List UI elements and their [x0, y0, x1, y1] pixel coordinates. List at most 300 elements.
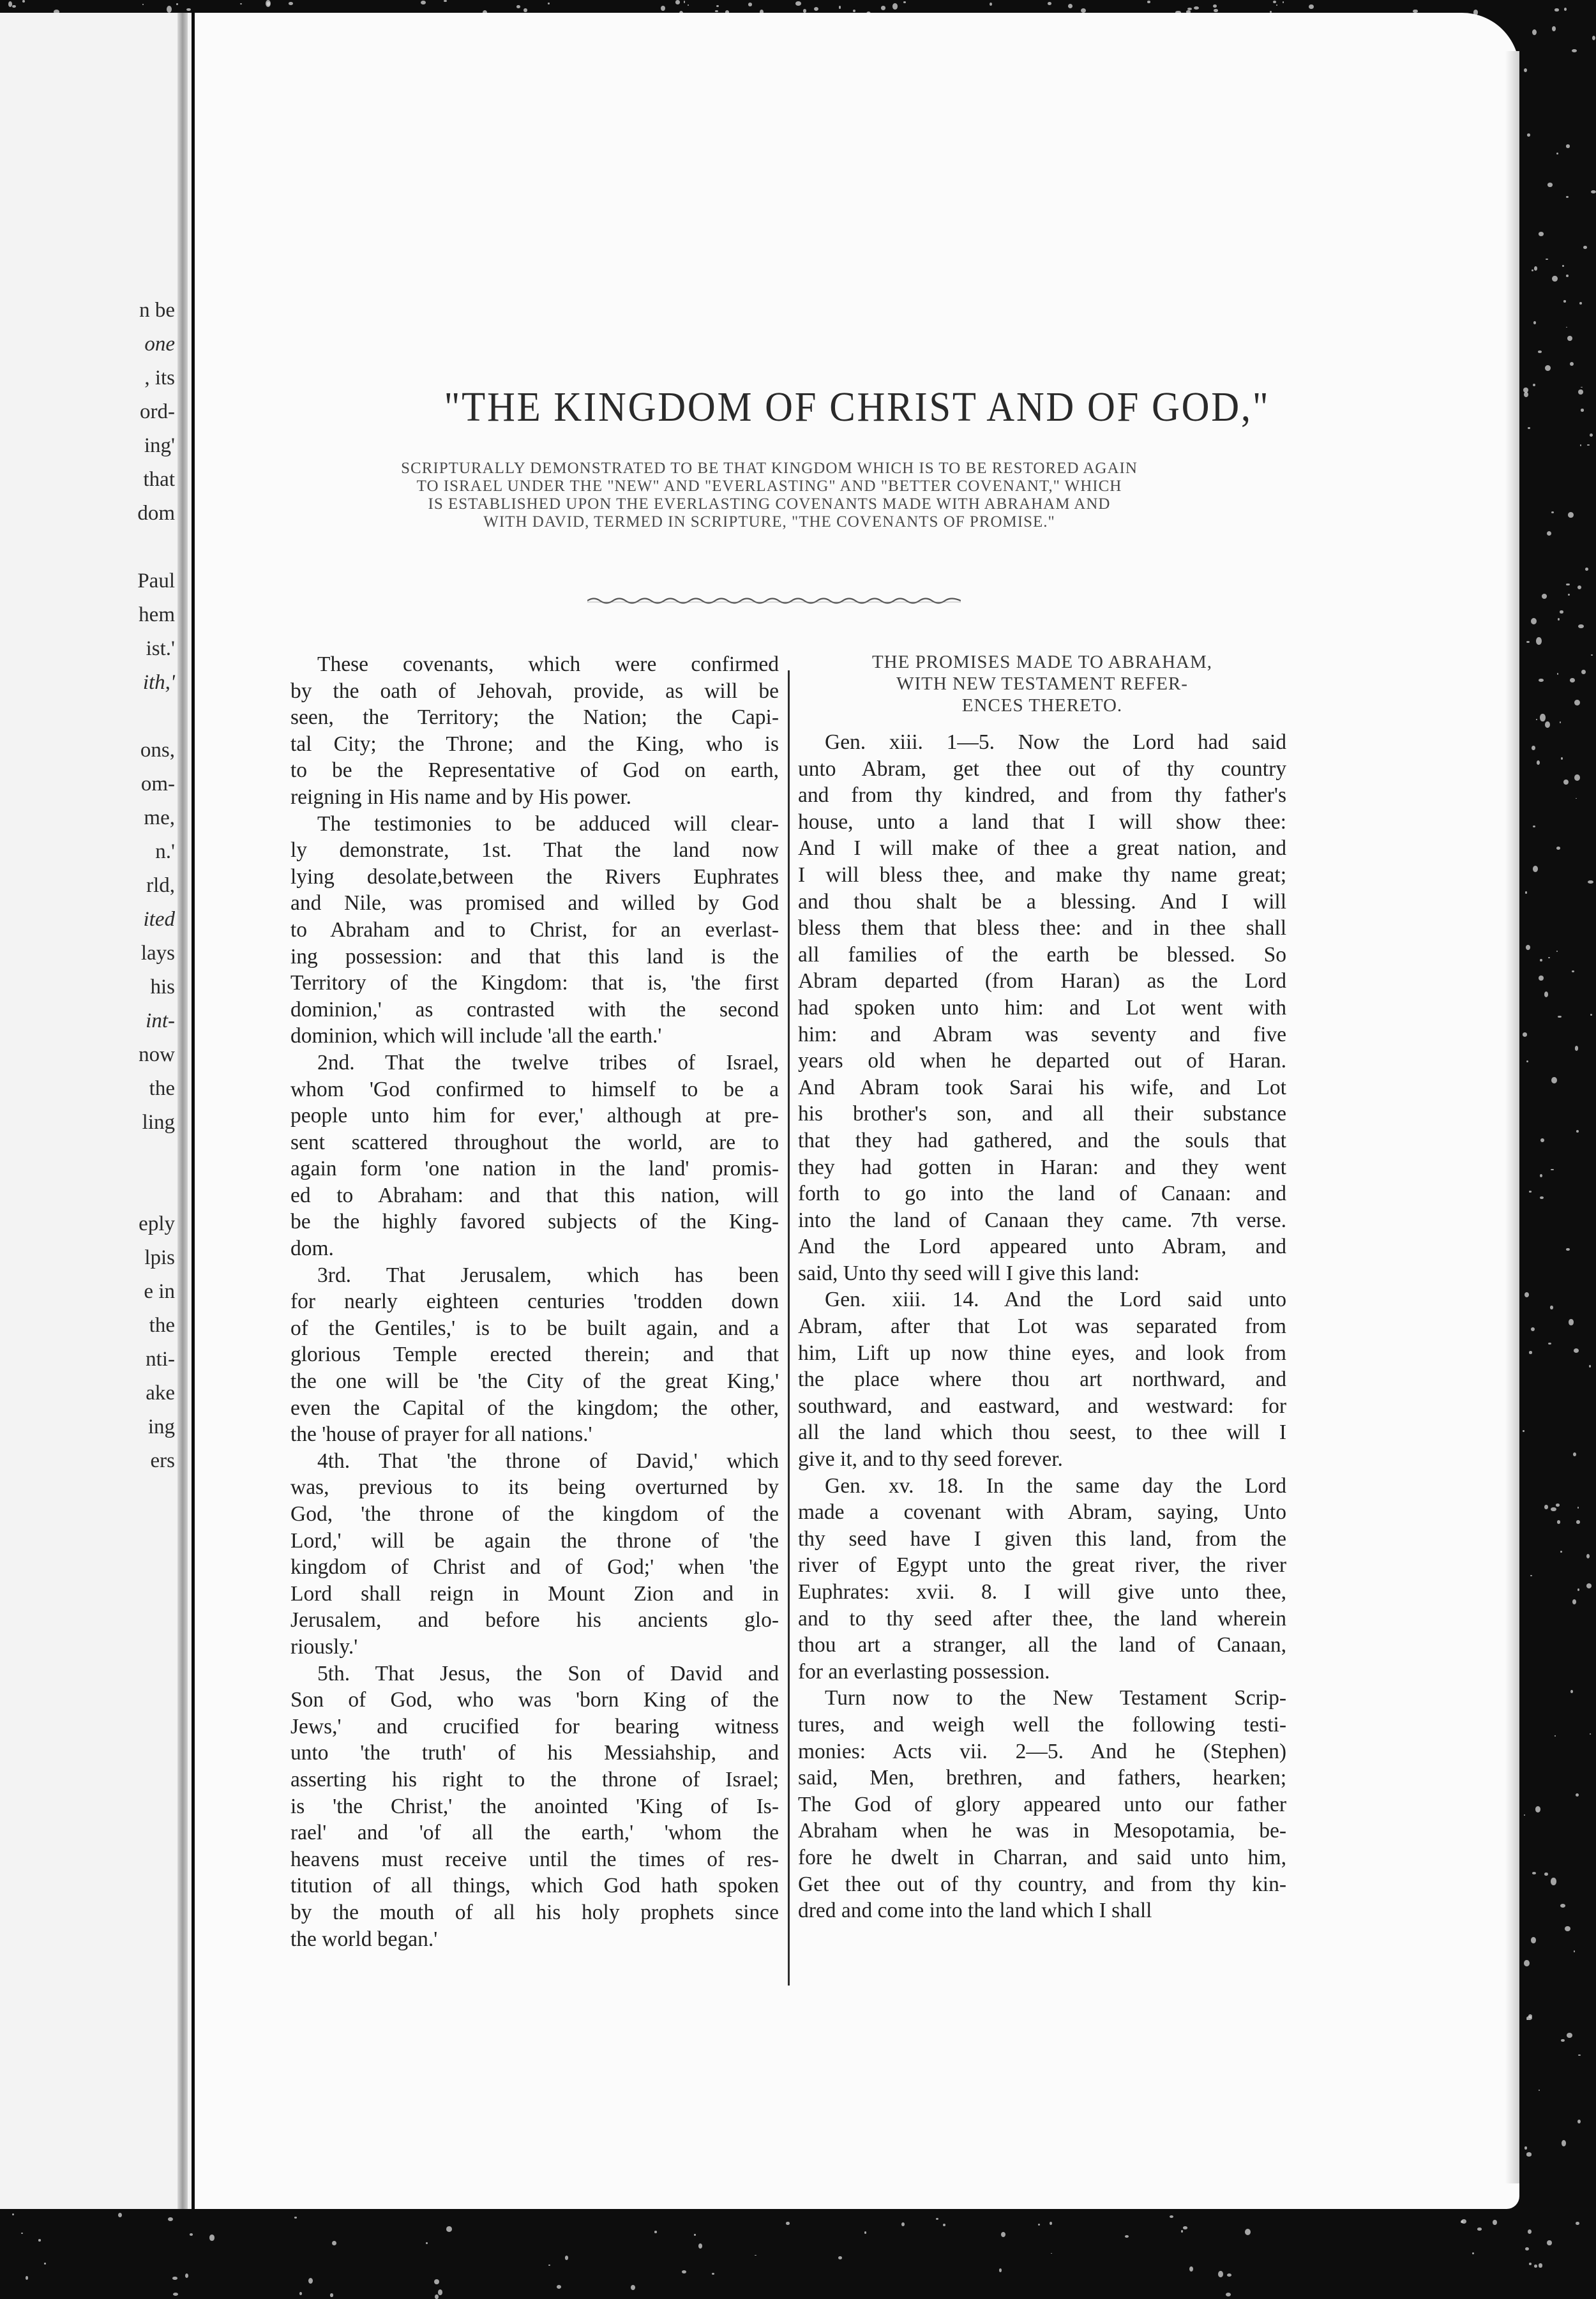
text-line: and thou shalt be a blessing. And I will	[798, 889, 1286, 914]
subtitle-line: IS ESTABLISHED UPON THE EVERLASTING COVENANTS MADE WITH ABRAHAM AND	[428, 495, 1111, 513]
dust-speck	[990, 3, 992, 6]
dust-speck	[1533, 825, 1535, 827]
dust-speck	[1531, 1937, 1536, 1943]
dust-speck	[999, 2268, 1002, 2272]
dust-speck	[943, 2224, 945, 2226]
dust-speck	[1273, 1, 1276, 3]
dust-speck	[1532, 746, 1535, 750]
dust-speck	[1538, 351, 1542, 352]
fragment-line: that	[143, 468, 175, 491]
dust-speck	[1214, 9, 1218, 12]
column-divider	[788, 670, 790, 1986]
fragment-line: ing'	[144, 434, 175, 457]
dust-speck	[516, 5, 520, 8]
dust-speck	[786, 2222, 789, 2225]
text-line: fore he dwelt in Charran, and said unto him,	[798, 1845, 1286, 1869]
text-line: Lord,' will be again the throne of 'the	[290, 1528, 779, 1553]
dust-speck	[1590, 1014, 1592, 1016]
text-line: monies: Acts vii. 2—5. And he (Stephen)	[798, 1739, 1286, 1763]
dust-speck	[1572, 49, 1577, 52]
dust-speck	[1556, 951, 1558, 952]
dust-speck	[1556, 847, 1560, 850]
dust-speck	[1591, 190, 1596, 193]
dust-speck	[1581, 409, 1583, 411]
dust-speck	[168, 2217, 173, 2221]
dust-speck	[167, 6, 172, 13]
dust-speck	[1213, 4, 1217, 8]
dust-speck	[8, 1, 12, 7]
dust-speck	[1546, 259, 1548, 260]
fragment-line: eply	[139, 1212, 175, 1235]
dust-speck	[1592, 36, 1595, 40]
dust-speck	[1539, 976, 1544, 981]
text-line: Get thee out of thy country, and from thy kin-	[798, 1872, 1286, 1896]
dust-speck	[1562, 265, 1565, 268]
dust-speck	[1551, 1077, 1557, 1083]
dust-speck	[1245, 2229, 1251, 2235]
text-line: by the oath of Jehovah, provide, as will be	[290, 679, 779, 703]
dust-speck	[1540, 1196, 1544, 1200]
dust-speck	[1566, 144, 1570, 148]
dust-speck	[1227, 2273, 1231, 2277]
dust-speck	[1309, 4, 1314, 9]
text-line: Euphrates: xvii. 8. I will give unto thee,	[798, 1580, 1286, 1604]
dust-speck	[712, 2273, 714, 2275]
dust-speck	[1565, 1926, 1570, 1931]
fragment-line: the	[149, 1077, 175, 1100]
dust-speck	[44, 2263, 46, 2264]
dust-speck	[716, 5, 719, 7]
dust-speck	[523, 8, 527, 13]
dust-speck	[172, 2277, 177, 2280]
text-line: Gen. xv. 18. In the same day the Lord	[825, 1474, 1286, 1498]
fragment-line: now	[139, 1043, 175, 1066]
text-line: all families of the earth be blessed. So	[798, 942, 1286, 967]
dust-speck	[434, 2279, 439, 2284]
dust-speck	[675, 0, 681, 4]
text-line: Abram, after that Lot was separated from	[798, 1315, 1286, 1339]
dust-speck	[892, 3, 898, 9]
dust-speck	[1563, 300, 1567, 303]
text-line: even the Capital of the kingdom; the other,	[290, 1396, 779, 1420]
text-line: Lord shall reign in Mount Zion and in	[290, 1581, 779, 1606]
dust-speck	[1562, 2140, 1566, 2146]
page-title: "THE KINGDOM OF CHRIST AND OF GOD,"	[444, 384, 1270, 430]
dust-speck	[1572, 1599, 1577, 1605]
dust-speck	[1283, 1, 1284, 3]
text-line: the place where thou art northward, and	[798, 1368, 1286, 1392]
subtitle-line: WITH DAVID, TERMED IN SCRIPTURE, "THE COVENANTS OF PROMISE."	[483, 513, 1055, 531]
text-line: ly demonstrate, 1st. That the land now	[290, 838, 779, 863]
dust-speck	[1001, 2232, 1005, 2237]
dust-speck	[1544, 991, 1549, 997]
dust-speck	[1560, 610, 1563, 613]
dust-speck	[565, 2256, 569, 2260]
dust-speck	[26, 2276, 29, 2280]
dust-speck	[1526, 945, 1530, 950]
text-line: Son of God, who was 'born King of the	[290, 1688, 779, 1712]
dust-speck	[795, 1, 801, 6]
fragment-line: ith,'	[142, 671, 175, 694]
dust-speck	[446, 2226, 452, 2232]
dust-speck	[1544, 1505, 1548, 1509]
dust-speck	[1048, 2, 1052, 5]
dust-speck	[308, 2278, 313, 2284]
text-line: him, Lift up now thine eyes, and look from	[798, 1341, 1286, 1365]
fragment-line: ers	[150, 1449, 175, 1472]
dust-speck	[1552, 26, 1556, 31]
text-line: they had gotten in Haran: and they went	[798, 1155, 1286, 1179]
text-line: him: and Abram was seventy and five	[798, 1022, 1286, 1046]
dust-speck	[1545, 365, 1550, 371]
dust-speck	[1218, 2271, 1223, 2278]
dust-speck	[1547, 183, 1553, 187]
dust-speck	[1568, 594, 1570, 596]
heading-line: WITH NEW TESTAMENT REFER-	[896, 674, 1188, 694]
text-line: give it, and to thy seed forever.	[798, 1447, 1063, 1472]
text-line: 4th. That 'the throne of David,' which	[317, 1449, 779, 1473]
dust-speck	[1534, 2265, 1537, 2268]
dust-speck	[839, 6, 841, 9]
dust-speck	[1568, 512, 1574, 518]
dust-speck	[803, 9, 806, 12]
text-line: and to thy seed after thee, the land wherein	[798, 1606, 1286, 1631]
text-line: 2nd. That the twelve tribes of Israel,	[317, 1050, 779, 1074]
dust-speck	[1068, 4, 1073, 8]
dust-speck	[1591, 654, 1593, 656]
text-line: Gen. xiii. 14. And the Lord said unto	[825, 1288, 1286, 1312]
text-line: southward, and eastward, and westward: for	[798, 1394, 1286, 1418]
dust-speck	[1577, 585, 1581, 589]
dust-speck	[1525, 891, 1527, 894]
dust-speck	[267, 2, 271, 5]
dust-speck	[1556, 1504, 1560, 1506]
text-line: Territory of the Kingdom: that is, 'the first	[290, 971, 779, 995]
dust-speck	[1564, 8, 1567, 11]
dust-speck	[1532, 1872, 1537, 1874]
dust-speck	[1560, 1551, 1562, 1553]
text-line: bless them that bless thee: and in thee shall	[798, 916, 1286, 940]
dust-speck	[1574, 1348, 1579, 1353]
fragment-line: hem	[139, 603, 175, 626]
dust-speck	[1050, 2222, 1052, 2225]
text-line: unto 'the truth' of his Messiahship, and	[290, 1741, 779, 1765]
text-line: tal City; the Throne; and the King, who is	[290, 732, 779, 756]
text-line: said, Men, brethren, and fathers, hearken;	[798, 1766, 1286, 1790]
text-line: reigning in His name and by His power.	[290, 785, 632, 809]
right-column-body	[798, 729, 1286, 1924]
dust-speck	[1587, 444, 1590, 446]
dust-speck	[1583, 246, 1586, 249]
fragment-line	[137, 1173, 175, 1207]
dust-speck	[444, 0, 446, 2]
text-line: thy seed have I given this land, from the	[798, 1526, 1286, 1551]
dust-speck	[838, 2256, 842, 2260]
dust-speck	[1555, 8, 1558, 11]
dust-speck	[1570, 1690, 1573, 1693]
dust-speck	[1556, 153, 1558, 155]
dust-speck	[38, 2239, 41, 2241]
dust-speck	[1586, 1554, 1590, 1558]
previous-page	[0, 13, 192, 2209]
dust-speck	[1548, 957, 1550, 958]
dust-speck	[1524, 1292, 1529, 1297]
dust-speck	[1566, 196, 1569, 198]
dust-speck	[682, 2270, 686, 2273]
ornament-rule	[587, 595, 961, 607]
dust-speck	[715, 10, 718, 12]
text-line: thou art a stranger, all the land of Canaan,	[798, 1633, 1286, 1657]
dust-speck	[1540, 714, 1545, 721]
dust-speck	[1539, 679, 1544, 682]
dust-speck	[12, 5, 16, 8]
dust-speck	[1531, 618, 1537, 624]
text-line: is 'the Christ,' the anointed 'King of Is-	[290, 1794, 779, 1818]
dust-speck	[1576, 2222, 1579, 2225]
dust-speck	[1570, 362, 1574, 366]
dust-speck	[1537, 760, 1540, 765]
text-line: Abraham when he was in Mesopotamia, be-	[798, 1819, 1286, 1843]
dust-speck	[209, 2235, 214, 2240]
dust-speck	[142, 4, 144, 5]
text-line: tures, and weigh well the following testi-	[798, 1712, 1286, 1737]
fragment-line: e in	[144, 1280, 175, 1303]
dust-speck	[654, 2231, 657, 2233]
text-line: dred and come into the land which I shall	[798, 1899, 1152, 1923]
dust-speck	[330, 2293, 333, 2296]
dust-speck	[1540, 959, 1542, 962]
text-line: that they had gathered, and the souls that	[798, 1128, 1286, 1152]
dust-speck	[1147, 1, 1150, 3]
dust-speck	[1557, 673, 1558, 675]
text-line: the world began.'	[290, 1927, 438, 1951]
dust-speck	[1573, 1452, 1576, 1456]
fragment-line: ord-	[140, 400, 175, 423]
dust-speck	[1577, 1507, 1579, 1509]
dust-speck	[1536, 719, 1537, 720]
text-line: and Nile, was promised and willed by God	[290, 891, 779, 916]
dust-speck	[1523, 1430, 1524, 1431]
dust-speck	[426, 2242, 428, 2244]
dust-speck	[1566, 327, 1567, 328]
dust-speck	[421, 1, 426, 4]
previous-page-text-fragments	[137, 294, 175, 1478]
dust-speck	[1560, 1904, 1565, 1908]
fragment-line: lpis	[144, 1246, 175, 1269]
right-column-text	[798, 651, 1286, 1924]
text-line: seen, the Territory; the Nation; the Capi-	[290, 705, 779, 730]
dust-speck	[438, 2289, 442, 2295]
dust-speck	[1529, 1351, 1532, 1353]
dust-speck	[1536, 637, 1542, 645]
dust-speck	[1533, 321, 1536, 324]
dust-speck	[1461, 2219, 1466, 2224]
text-line: glorious Temple erected therein; and that	[290, 1343, 779, 1367]
dust-speck	[1532, 29, 1537, 35]
dust-speck	[294, 2217, 296, 2218]
page-edge-shadow	[1505, 51, 1519, 2183]
dust-speck	[814, 7, 818, 11]
fragment-line: ited	[143, 908, 175, 931]
dust-speck	[1572, 970, 1574, 972]
dust-speck	[881, 6, 885, 10]
dust-speck	[903, 1, 905, 3]
dust-speck	[1574, 700, 1579, 705]
dust-speck	[1576, 1793, 1579, 1797]
text-line: his brother's son, and all their substance	[798, 1102, 1286, 1126]
text-line: years old when he departed out of Haran.	[798, 1049, 1286, 1073]
text-line: kingdom of Christ and of God;' when 'the	[290, 1555, 779, 1579]
dust-speck	[1534, 266, 1537, 271]
dust-speck	[1551, 1878, 1556, 1885]
dust-speck	[1528, 427, 1530, 429]
dust-speck	[118, 2213, 122, 2217]
dust-speck	[1530, 1575, 1532, 1576]
dust-speck	[1477, 2227, 1482, 2231]
text-line: by the mouth of all his holy prophets since	[290, 1900, 779, 1924]
dust-speck	[185, 2273, 188, 2278]
dust-speck	[1526, 2016, 1532, 2020]
dust-speck	[1183, 2226, 1187, 2229]
dust-speck	[1586, 1583, 1592, 1588]
dust-speck	[1577, 1588, 1579, 1591]
dust-speck	[1551, 511, 1555, 513]
text-line: dominion,' as contrasted with the second	[290, 997, 779, 1021]
text-line: sent scattered throughout the world, are to	[290, 1130, 779, 1154]
fragment-line: dom	[137, 502, 175, 525]
dust-speck	[548, 3, 550, 4]
dust-speck	[299, 2292, 302, 2295]
dust-speck	[1566, 1248, 1569, 1251]
text-line: Jerusalem, and before his ancients glo-	[290, 1608, 779, 1632]
dust-speck	[1051, 2253, 1053, 2254]
dust-speck	[1579, 302, 1582, 305]
dust-speck	[1544, 1873, 1547, 1876]
dust-speck	[1181, 2230, 1183, 2232]
dust-speck	[1533, 384, 1535, 386]
dust-speck	[1276, 4, 1278, 6]
dust-speck	[1472, 2252, 1474, 2254]
dust-speck	[1533, 866, 1538, 872]
text-line: God, 'the throne of the kingdom of the	[290, 1502, 779, 1526]
dust-speck	[1526, 2152, 1532, 2156]
dust-speck	[1542, 594, 1547, 599]
dust-speck	[1528, 2229, 1532, 2234]
dust-speck	[1540, 1174, 1542, 1177]
dust-speck	[755, 2255, 757, 2256]
dust-speck	[631, 2285, 635, 2290]
text-line: heavens must receive until the times of res-	[290, 1847, 779, 1871]
text-line: I will bless thee, and make thy name great;	[798, 863, 1286, 887]
dust-speck	[1548, 1343, 1551, 1345]
dust-speck	[1570, 678, 1575, 682]
fragment-line: ing	[147, 1415, 175, 1438]
dust-speck	[1539, 232, 1544, 236]
dust-speck	[1194, 6, 1199, 10]
dust-speck	[289, 2, 293, 5]
text-line: riously.'	[290, 1634, 358, 1659]
text-line: whom 'God confirmed to himself to be a	[290, 1077, 779, 1101]
dust-speck	[1532, 269, 1533, 271]
dust-speck	[240, 3, 242, 4]
text-line: 5th. That Jesus, the Son of David and	[317, 1661, 779, 1685]
dust-speck	[1545, 721, 1550, 728]
dust-speck	[1526, 1060, 1528, 1062]
dust-speck	[1547, 2240, 1552, 2245]
dust-speck	[936, 2218, 938, 2220]
text-line: unto Abram, get thee out of thy country	[798, 757, 1286, 781]
dust-speck	[1578, 389, 1583, 395]
dust-speck	[1170, 2215, 1173, 2218]
fragment-line: me,	[144, 806, 175, 829]
dust-speck	[748, 3, 752, 6]
text-line: made a covenant with Abram, saying, Unto	[798, 1500, 1286, 1525]
dust-speck	[1585, 568, 1588, 571]
document-page	[195, 13, 1519, 2209]
dust-speck	[1578, 2054, 1581, 2056]
dust-speck	[1524, 1814, 1525, 1816]
text-line: forth to go into the land of Canaan: and	[798, 1182, 1286, 1206]
dust-speck	[1561, 757, 1563, 760]
fragment-line: lays	[140, 942, 175, 965]
text-line: river of Egypt unto the great river, the river	[798, 1553, 1286, 1578]
dust-speck	[1529, 1191, 1532, 1192]
dust-speck	[1551, 1507, 1556, 1511]
dust-speck	[1125, 2235, 1129, 2238]
dust-speck	[684, 1, 686, 3]
text-line: and from thy kindred, and from thy father's	[798, 783, 1286, 808]
dust-speck	[1578, 624, 1583, 628]
dust-speck	[22, 0, 25, 3]
text-line: was, previous to its being overturned by	[290, 1475, 779, 1500]
text-line: to Abraham and to Christ, for an everlast-	[290, 917, 779, 942]
dust-speck	[1555, 1735, 1556, 1737]
dust-speck	[1561, 2039, 1564, 2042]
text-line: the one will be 'the City of the great King,'	[290, 1369, 779, 1394]
text-line: be the highly favored subjects of the King-	[290, 1210, 779, 1234]
dust-speck	[1529, 2263, 1532, 2265]
text-line: And I will make of thee a great nation, and	[798, 836, 1286, 861]
text-line: asserting his right to the throne of Israel;	[290, 1767, 779, 1791]
dust-speck	[1576, 798, 1577, 799]
dust-speck	[1524, 2146, 1527, 2149]
page-subtitle	[290, 460, 1248, 531]
text-line: people unto him for ever,' although at pre-	[290, 1104, 779, 1128]
text-line: had spoken unto him: and Lot went with	[798, 995, 1286, 1020]
subtitle-line: TO ISRAEL UNDER THE "NEW" AND "EVERLASTING" AND "BETTER COVENANT," WHICH	[416, 478, 1122, 495]
dust-speck	[557, 2285, 561, 2289]
text-line: Gen. xiii. 1—5. Now the Lord had said	[825, 730, 1286, 754]
dust-speck	[1588, 880, 1593, 884]
dust-speck	[1550, 1306, 1553, 1309]
text-line: dominion, which will include 'all the earth.'	[290, 1024, 662, 1048]
text-line: the 'house of prayer for all nations.'	[290, 1422, 592, 1447]
dust-speck	[1558, 618, 1560, 621]
fragment-line: n be	[139, 299, 175, 322]
dust-speck	[1566, 275, 1569, 277]
dust-speck	[864, 2231, 867, 2233]
dust-speck	[1575, 1046, 1579, 1051]
text-line: ed to Abraham: and that this nation, will	[290, 1183, 779, 1207]
text-line: Abram departed (from Haran) as the Lord	[798, 969, 1286, 993]
fragment-line: Paul	[137, 569, 175, 592]
fragment-line: n.'	[155, 840, 175, 863]
fragment-line: ling	[142, 1111, 175, 1134]
heading-line: ENCES THERETO.	[961, 695, 1123, 716]
text-line: lying desolate,between the Rivers Euphrates	[290, 864, 779, 889]
heading-line: THE PROMISES MADE TO ABRAHAM,	[871, 652, 1213, 672]
dust-speck	[1493, 2220, 1496, 2225]
